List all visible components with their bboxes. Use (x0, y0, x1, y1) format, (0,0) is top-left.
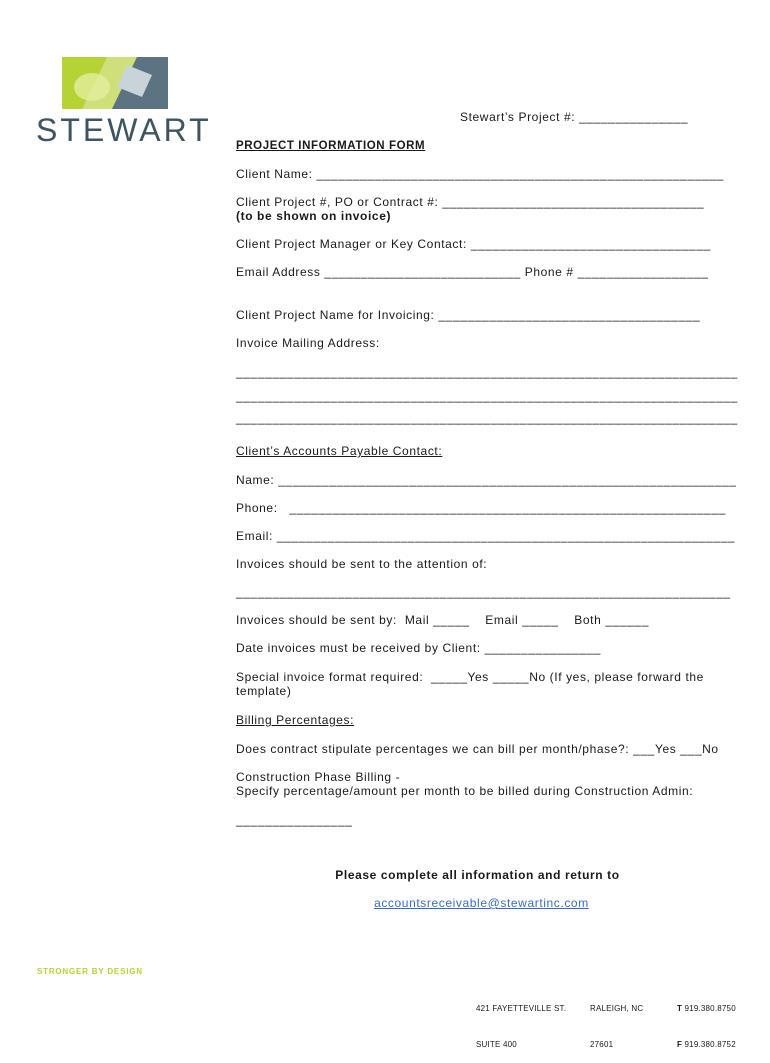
attention-label: Invoices should be sent to the attention of: (236, 557, 488, 571)
telephone-prefix: T (677, 1004, 683, 1013)
stewart-logo-wordmark: STEWART (36, 112, 212, 148)
client-project-field: Client Project #, PO or Contract #: ____________________________________ (236, 195, 705, 209)
accounts-receivable-email-link[interactable]: accountsreceivable@stewartinc.com (374, 896, 589, 910)
address-line-2: _____________________________________________________________________ (236, 389, 738, 403)
address-suite: SUITE 400 (476, 1040, 517, 1049)
project-number-field: Stewart’s Project #: _______________ (460, 110, 689, 124)
fax-line (677, 1039, 736, 1051)
address-city: RALEIGH, NC (590, 1004, 644, 1013)
billing-heading: Billing Percentages: (236, 713, 355, 727)
telephone-number: 919.380.8750 (682, 1004, 736, 1013)
address-street: 421 FAYETTEVILLE ST. (476, 1004, 567, 1013)
return-instruction: Please complete all information and return to (335, 868, 620, 882)
mailing-address-label: Invoice Mailing Address: (236, 336, 380, 350)
address-city-block (590, 979, 643, 1063)
ap-name-field: Name: _______________________________________________________________ (236, 473, 737, 487)
special-format-field: Special invoice format required: _____Yes _____No (If yes, please forward the (236, 670, 704, 684)
special-format-continued: template) (236, 684, 292, 698)
date-received-field: Date invoices must be received by Client: ________________ (236, 641, 602, 655)
project-name-field: Client Project Name for Invoicing: ____________________________________ (236, 308, 701, 322)
address-street-block (476, 979, 566, 1063)
telephone-line (677, 1003, 736, 1015)
brand-tagline: STRONGER BY DESIGN (37, 967, 143, 976)
email-phone-field: Email Address ___________________________ Phone # __________________ (236, 265, 709, 279)
contact-numbers-block (677, 979, 736, 1063)
sent-by-field: Invoices should be sent by: Mail _____ Email _____ Both ______ (236, 613, 649, 627)
ap-contact-heading: Client’s Accounts Payable Contact: (236, 444, 443, 458)
address-line-1: _____________________________________________________________________ (236, 365, 738, 379)
construction-instruction: Specify percentage/amount per month to be billed during Construction Admin: (236, 784, 694, 798)
fax-prefix: F (677, 1040, 683, 1049)
stewart-logo-mark (62, 57, 168, 109)
ap-phone-field: Phone: ____________________________________________________________ (236, 501, 726, 515)
attention-line: ____________________________________________________________________ (236, 585, 731, 599)
invoice-note: (to be shown on invoice) (236, 209, 392, 223)
fax-number: 919.380.8752 (682, 1040, 736, 1049)
ap-email-field: Email: _______________________________________________________________ (236, 529, 736, 543)
stipulate-field: Does contract stipulate percentages we can bill per month/phase?: ___Yes ___No (236, 742, 719, 756)
client-name-field: Client Name: ________________________________________________________ (236, 167, 724, 181)
form-title: PROJECT INFORMATION FORM (236, 140, 426, 152)
address-zip: 27601 (590, 1040, 614, 1049)
project-manager-field: Client Project Manager or Key Contact: _________________________________ (236, 237, 711, 251)
address-line-3: _____________________________________________________________________ (236, 411, 738, 425)
construction-line: ________________ (236, 813, 353, 827)
construction-heading: Construction Phase Billing - (236, 770, 401, 784)
